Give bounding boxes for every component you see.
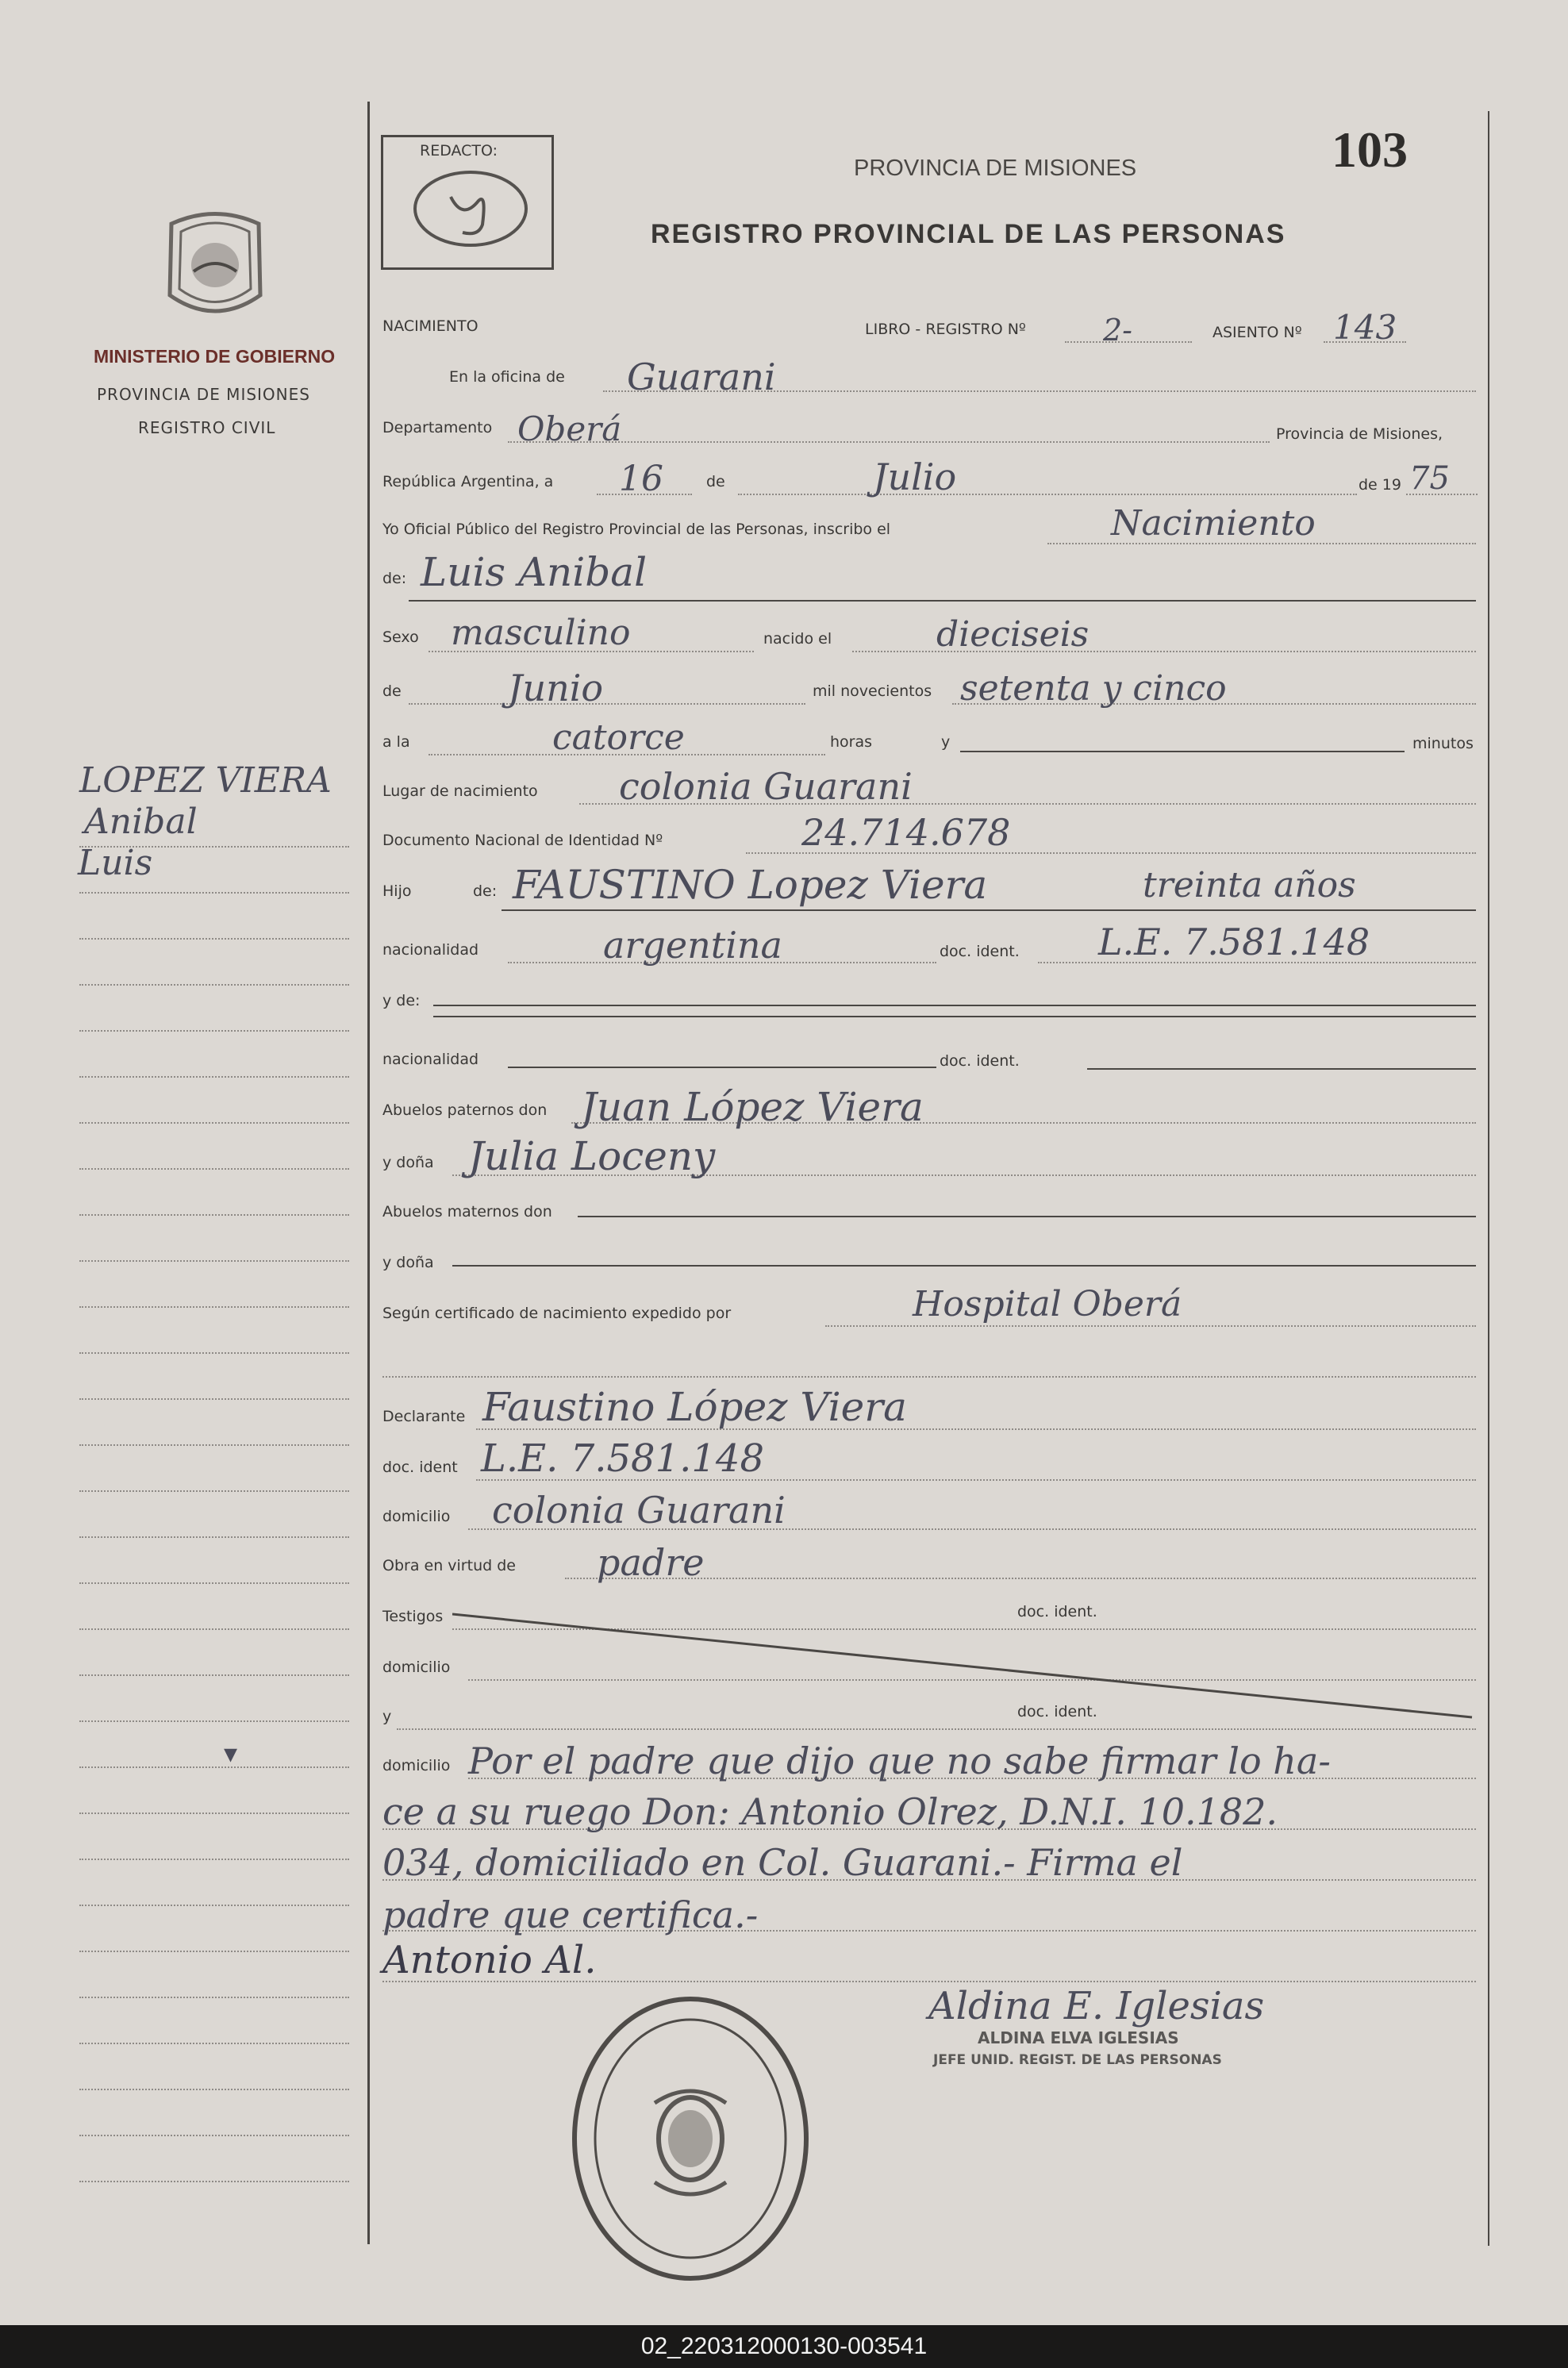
oficina-label: En la oficina de — [449, 368, 565, 386]
hijo-de-label: de: — [473, 882, 498, 900]
hijo-label: Hijo — [382, 882, 412, 900]
obra-value: padre — [597, 1541, 705, 1584]
note-line-2: ce a su ruego Don: Antonio Olrez, D.N.I. 10.182. — [382, 1790, 1278, 1833]
segun-extra-dots — [382, 1376, 1476, 1378]
segun-label: Según certificado de nacimiento expedido por — [382, 1305, 732, 1322]
y-horas-label: y — [941, 733, 951, 751]
anio-nac-value: setenta y cinco — [960, 668, 1227, 709]
note-line-3: 034, domiciliado en Col. Guarani.- Firma el — [382, 1841, 1183, 1884]
segun-value: Hospital Oberá — [913, 1284, 1182, 1324]
obra-label: Obra en virtud de — [382, 1557, 516, 1574]
province-label: PROVINCIA DE MISIONES — [97, 385, 310, 404]
nacido-label: nacido el — [763, 630, 832, 648]
horas-label: horas — [830, 733, 873, 751]
abuelo-pat-value: Juan López Viera — [581, 1084, 924, 1130]
ministry-seal-icon — [156, 200, 275, 331]
testigos-label: Testigos — [382, 1608, 444, 1625]
abuelos-pat-label: Abuelos paternos don — [382, 1101, 548, 1119]
departamento-value: Oberá — [517, 409, 622, 448]
y-de-line2 — [433, 1016, 1476, 1017]
dni-value: 24.714.678 — [801, 811, 1011, 854]
domicilio1-value: colonia Guarani — [492, 1489, 786, 1532]
province-header: PROVINCIA DE MISIONES — [854, 156, 1137, 181]
ydona2-label: y doña — [382, 1254, 434, 1271]
dni-label: Documento Nacional de Identidad Nº — [382, 832, 663, 849]
image-caption: 02_220312000130-003541 — [0, 2325, 1568, 2368]
nacido-value: dieciseis — [936, 614, 1090, 655]
nacionalidad2-label: nacionalidad — [382, 1051, 479, 1068]
docident2-label: doc. ident. — [940, 1052, 1020, 1070]
inscribo-value: Nacimiento — [1111, 503, 1316, 544]
registry-stamp-icon — [567, 1992, 813, 2285]
declarante-value: Faustino López Viera — [482, 1384, 907, 1430]
nacionalidad1-value: argentina — [603, 924, 782, 967]
nacionalidad2-line — [508, 1067, 936, 1068]
padre-edad-value: treinta años — [1143, 865, 1356, 905]
domicilio1-label: domicilio — [382, 1508, 451, 1525]
docident3-label: doc. ident — [382, 1459, 458, 1476]
republica-label: República Argentina, a — [382, 473, 554, 490]
hora-value: catorce — [552, 717, 685, 758]
docident5-label: doc. ident. — [1017, 1703, 1097, 1720]
margin-dotted-lines — [79, 802, 349, 2182]
domicilio3-label: domicilio — [382, 1757, 451, 1774]
abuela-pat-value: Julia Loceny — [468, 1133, 716, 1179]
domicilio2-label: domicilio — [382, 1659, 451, 1676]
registry-civil-label: REGISTRO CIVIL — [138, 418, 276, 437]
y2-label: y — [382, 1708, 392, 1725]
y-de-line1 — [433, 1005, 1476, 1006]
provincia-label: Provincia de Misiones, — [1276, 425, 1443, 443]
asiento-value: 143 — [1333, 308, 1397, 347]
padre-value: FAUSTINO Lopez Viera — [513, 862, 988, 908]
anio-value: 75 — [1409, 460, 1450, 497]
margin-note-firstname: Luis — [78, 843, 153, 883]
nombre-value: Luis Anibal — [421, 549, 648, 595]
padre-line — [502, 909, 1476, 911]
note-line-1: Por el padre que dijo que no sabe firmar lo ha- — [468, 1739, 1331, 1782]
abuelos-mat-line — [578, 1216, 1476, 1217]
testigos-strike-line — [452, 1611, 1476, 1722]
right-border-line — [1488, 111, 1489, 2246]
redacto-stamp-icon — [407, 161, 534, 256]
mes-dots — [738, 494, 1357, 495]
ala-label: a la — [382, 733, 410, 751]
mes-value: Julio — [873, 456, 957, 498]
docident2-line — [1087, 1068, 1476, 1070]
mes-nac-dots — [409, 703, 805, 705]
libro-label: LIBRO - REGISTRO Nº — [865, 321, 1026, 338]
mil-label: mil novecientos — [813, 682, 932, 700]
nombre-line — [409, 600, 1476, 602]
witness-signature: Antonio Al. — [382, 1938, 597, 1982]
docident1-value: L.E. 7.581.148 — [1098, 921, 1370, 963]
margin-mark: ▾ — [224, 1738, 238, 1770]
lugar-label: Lugar de nacimiento — [382, 782, 538, 800]
oficial-label: Yo Oficial Público del Registro Provincial de las Personas, inscribo el — [382, 521, 891, 538]
libro-value: 2- — [1103, 313, 1133, 348]
anio-label: de 19 — [1359, 476, 1401, 494]
y-de-label: y de: — [382, 992, 421, 1009]
page-number: 103 — [1332, 121, 1408, 178]
margin-note-surname: LOPEZ VIERA — [79, 760, 332, 801]
ydona1-label: y doña — [382, 1154, 434, 1171]
redacto-box — [381, 135, 554, 270]
docident4-label: doc. ident. — [1017, 1603, 1097, 1620]
sexo-label: Sexo — [382, 629, 419, 646]
note-line-4: padre que certifica.- — [382, 1893, 759, 1936]
departamento-label: Departamento — [382, 419, 493, 436]
nacimiento-label: NACIMIENTO — [382, 317, 478, 335]
minutos-label: minutos — [1412, 735, 1474, 752]
docident1-label: doc. ident. — [940, 943, 1020, 960]
official-signature: Aldina E. Iglesias — [928, 1984, 1265, 2028]
registry-title: REGISTRO PROVINCIAL DE LAS PERSONAS — [651, 219, 1286, 249]
dia-value: 16 — [619, 459, 663, 499]
official-title: JEFE UNID. REGIST. DE LAS PERSONAS — [933, 2052, 1222, 2068]
sexo-value: masculino — [451, 613, 631, 653]
minutos-line — [960, 751, 1405, 752]
margin-note-name: Anibal — [84, 802, 198, 842]
departamento-dots — [508, 441, 1270, 443]
lugar-value: colonia Guarani — [619, 765, 913, 808]
oficina-value: Guarani — [627, 356, 776, 398]
y2-dots — [397, 1728, 1476, 1730]
left-border-line — [367, 102, 370, 2244]
fecha-de-label: de — [706, 473, 725, 490]
abuelos-mat-label: Abuelos maternos don — [382, 1203, 552, 1221]
asiento-label: ASIENTO Nº — [1213, 324, 1302, 341]
official-name: ALDINA ELVA IGLESIAS — [978, 2028, 1179, 2047]
redacto-label: REDACTO: — [420, 142, 498, 160]
declarante-label: Declarante — [382, 1408, 466, 1425]
ydona2-line — [452, 1265, 1476, 1267]
de-nombre-label: de: — [382, 570, 407, 587]
segun-dots — [825, 1325, 1476, 1327]
nacionalidad1-label: nacionalidad — [382, 941, 479, 959]
de2-label: de — [382, 682, 402, 700]
ministry-label: MINISTERIO DE GOBIERNO — [94, 346, 336, 367]
mes-nac-value: Junio — [508, 667, 604, 709]
docident3-value: L.E. 7.581.148 — [481, 1436, 764, 1481]
